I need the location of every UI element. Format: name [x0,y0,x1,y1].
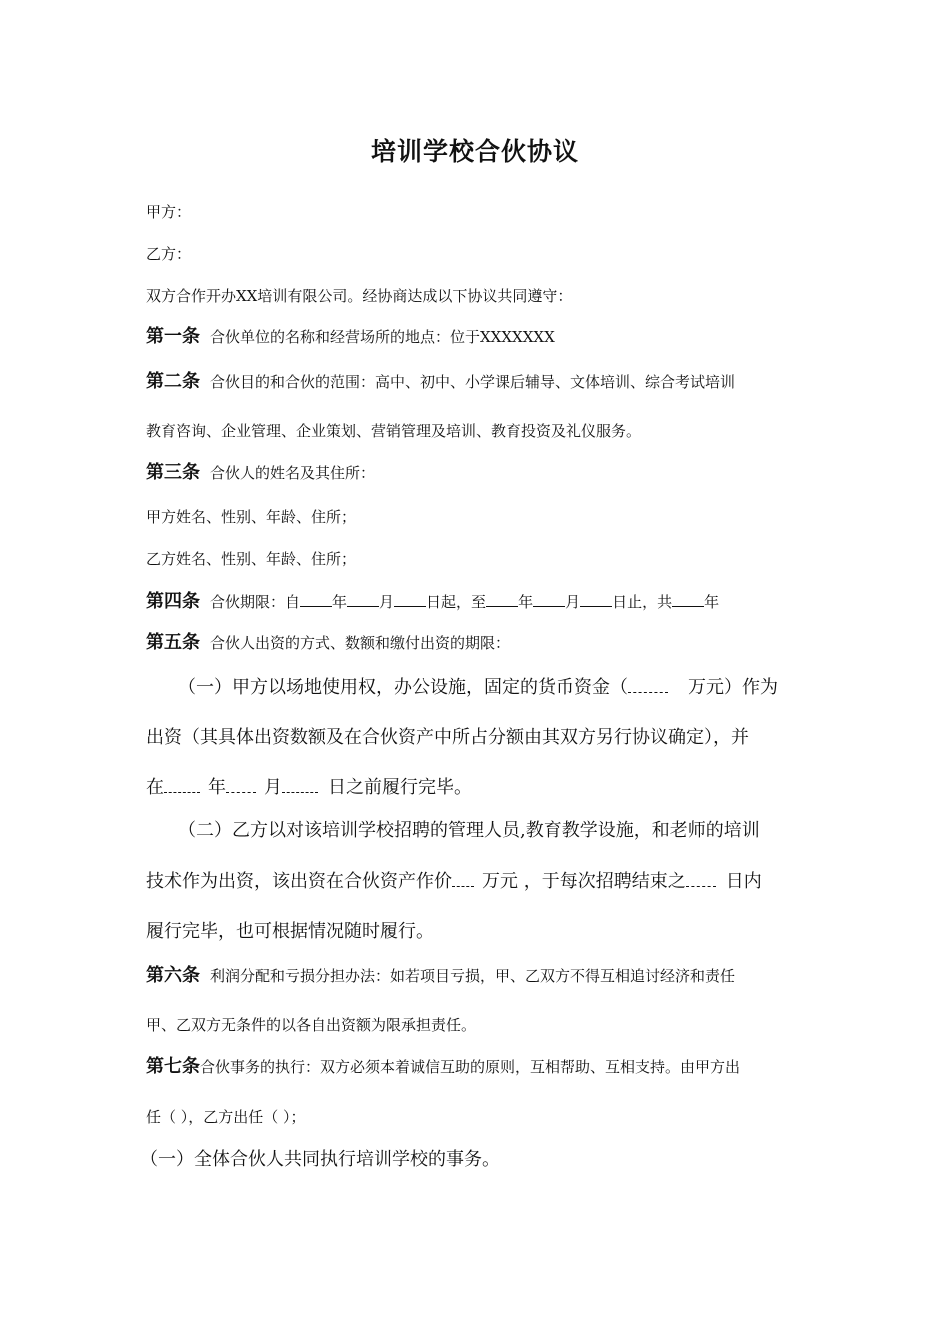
article-3-party-b: 乙方姓名、性别、年龄、住所； [146,550,357,568]
document-title: 培训学校合伙协议 [370,137,579,166]
article-text: 日止，共 [612,593,673,611]
article-7-item-1: （一）全体合伙人共同执行培训学校的事务。 [140,1149,500,1170]
article-text: 年 [704,593,720,611]
article-text: 日内 [725,871,762,892]
article-text: 合伙单位的名称和经营场所的地点：位于XXXXXXX [210,328,555,346]
article-text: 合伙目的和合伙的范围：高中、初中、小学课后辅导、文体培训、综合考试培训 [210,373,736,391]
article-text: 合伙期限：自 [210,593,301,611]
article-5-item-1-line-1 [178,676,778,700]
blank-line[interactable] [533,590,565,607]
blank-line[interactable] [226,776,256,793]
blank-line[interactable] [486,590,518,607]
article-label: 第四条 [146,591,200,612]
article-text: 技术作为出资，该出资在合伙资产作价 [146,871,452,892]
article-7-continuation: 任（ ），乙方出任（ ）； [146,1108,306,1126]
article-5-item-2-line-1: （二）乙方以对该培训学校招聘的管理人员,教育教学设施，和老师的培训 [178,820,760,841]
article-text: （一）甲方以场地使用权，办公设施，固定的货币资金（ [178,677,628,698]
article-5 [146,633,510,653]
party-b-line: 乙方： [146,245,192,263]
article-text: 日之前履行完毕。 [328,777,472,798]
article-label: 第六条 [146,965,200,986]
blank-line[interactable] [282,776,318,793]
article-text: 月 [565,593,581,611]
article-text: 月 [379,593,395,611]
blank-line[interactable] [452,870,474,887]
article-4 [146,590,719,612]
article-7 [146,1057,740,1077]
article-label: 第二条 [146,371,200,392]
blank-line[interactable] [164,776,200,793]
party-a-line: 甲方： [146,203,192,221]
blank-line[interactable] [300,590,332,607]
blank-line[interactable] [686,870,716,887]
intro-line: 双方合作开办XX培训有限公司。经协商达成以下协议共同遵守： [146,287,573,305]
article-text: 在 [146,777,164,798]
article-label: 第五条 [146,632,200,653]
article-label: 第三条 [146,462,200,483]
blank-line[interactable] [628,676,668,693]
article-2 [146,372,735,392]
blank-line[interactable] [347,590,379,607]
article-6-continuation: 甲、乙双方无条件的以各自出资额为限承担责任。 [146,1016,477,1034]
article-6 [146,966,735,986]
blank-line[interactable] [580,590,612,607]
article-text: 年 [518,593,534,611]
article-text: 年 [332,593,348,611]
article-1 [146,327,555,347]
article-text: 利润分配和亏损分担办法：如若项目亏损，甲、乙双方不得互相追讨经济和责任 [210,967,736,985]
article-text: 日起，至 [426,593,487,611]
article-text: 年 [208,777,226,798]
article-5-item-1-line-3 [146,776,472,800]
article-text: 合伙人出资的方式、数额和缴付出资的期限： [210,634,511,652]
article-3 [146,463,375,483]
article-text: 月 [264,777,282,798]
article-5-item-2-line-3: 履行完毕，也可根据情况随时履行。 [146,921,434,942]
article-label: 第七条 [146,1056,200,1077]
article-text: 万元 ，于每次招聘结束之 [482,871,686,892]
article-5-item-1-line-2: 出资（其具体出资数额及在合伙资产中所占分额由其双方另行协议确定），并 [146,727,749,748]
article-label: 第一条 [146,326,200,347]
article-text: 万元）作为 [688,677,778,698]
article-3-party-a: 甲方姓名、性别、年龄、住所； [146,508,357,526]
article-text: 合伙事务的执行：双方必须本着诚信互助的原则，互相帮助、互相支持。由甲方出 [200,1058,741,1076]
blank-line[interactable] [394,590,426,607]
blank-line[interactable] [672,590,704,607]
article-2-continuation: 教育咨询、企业管理、企业策划、营销管理及培训、教育投资及礼仪服务。 [146,422,642,440]
article-text: 合伙人的姓名及其住所： [210,464,376,482]
article-5-item-2-line-2 [146,870,762,894]
